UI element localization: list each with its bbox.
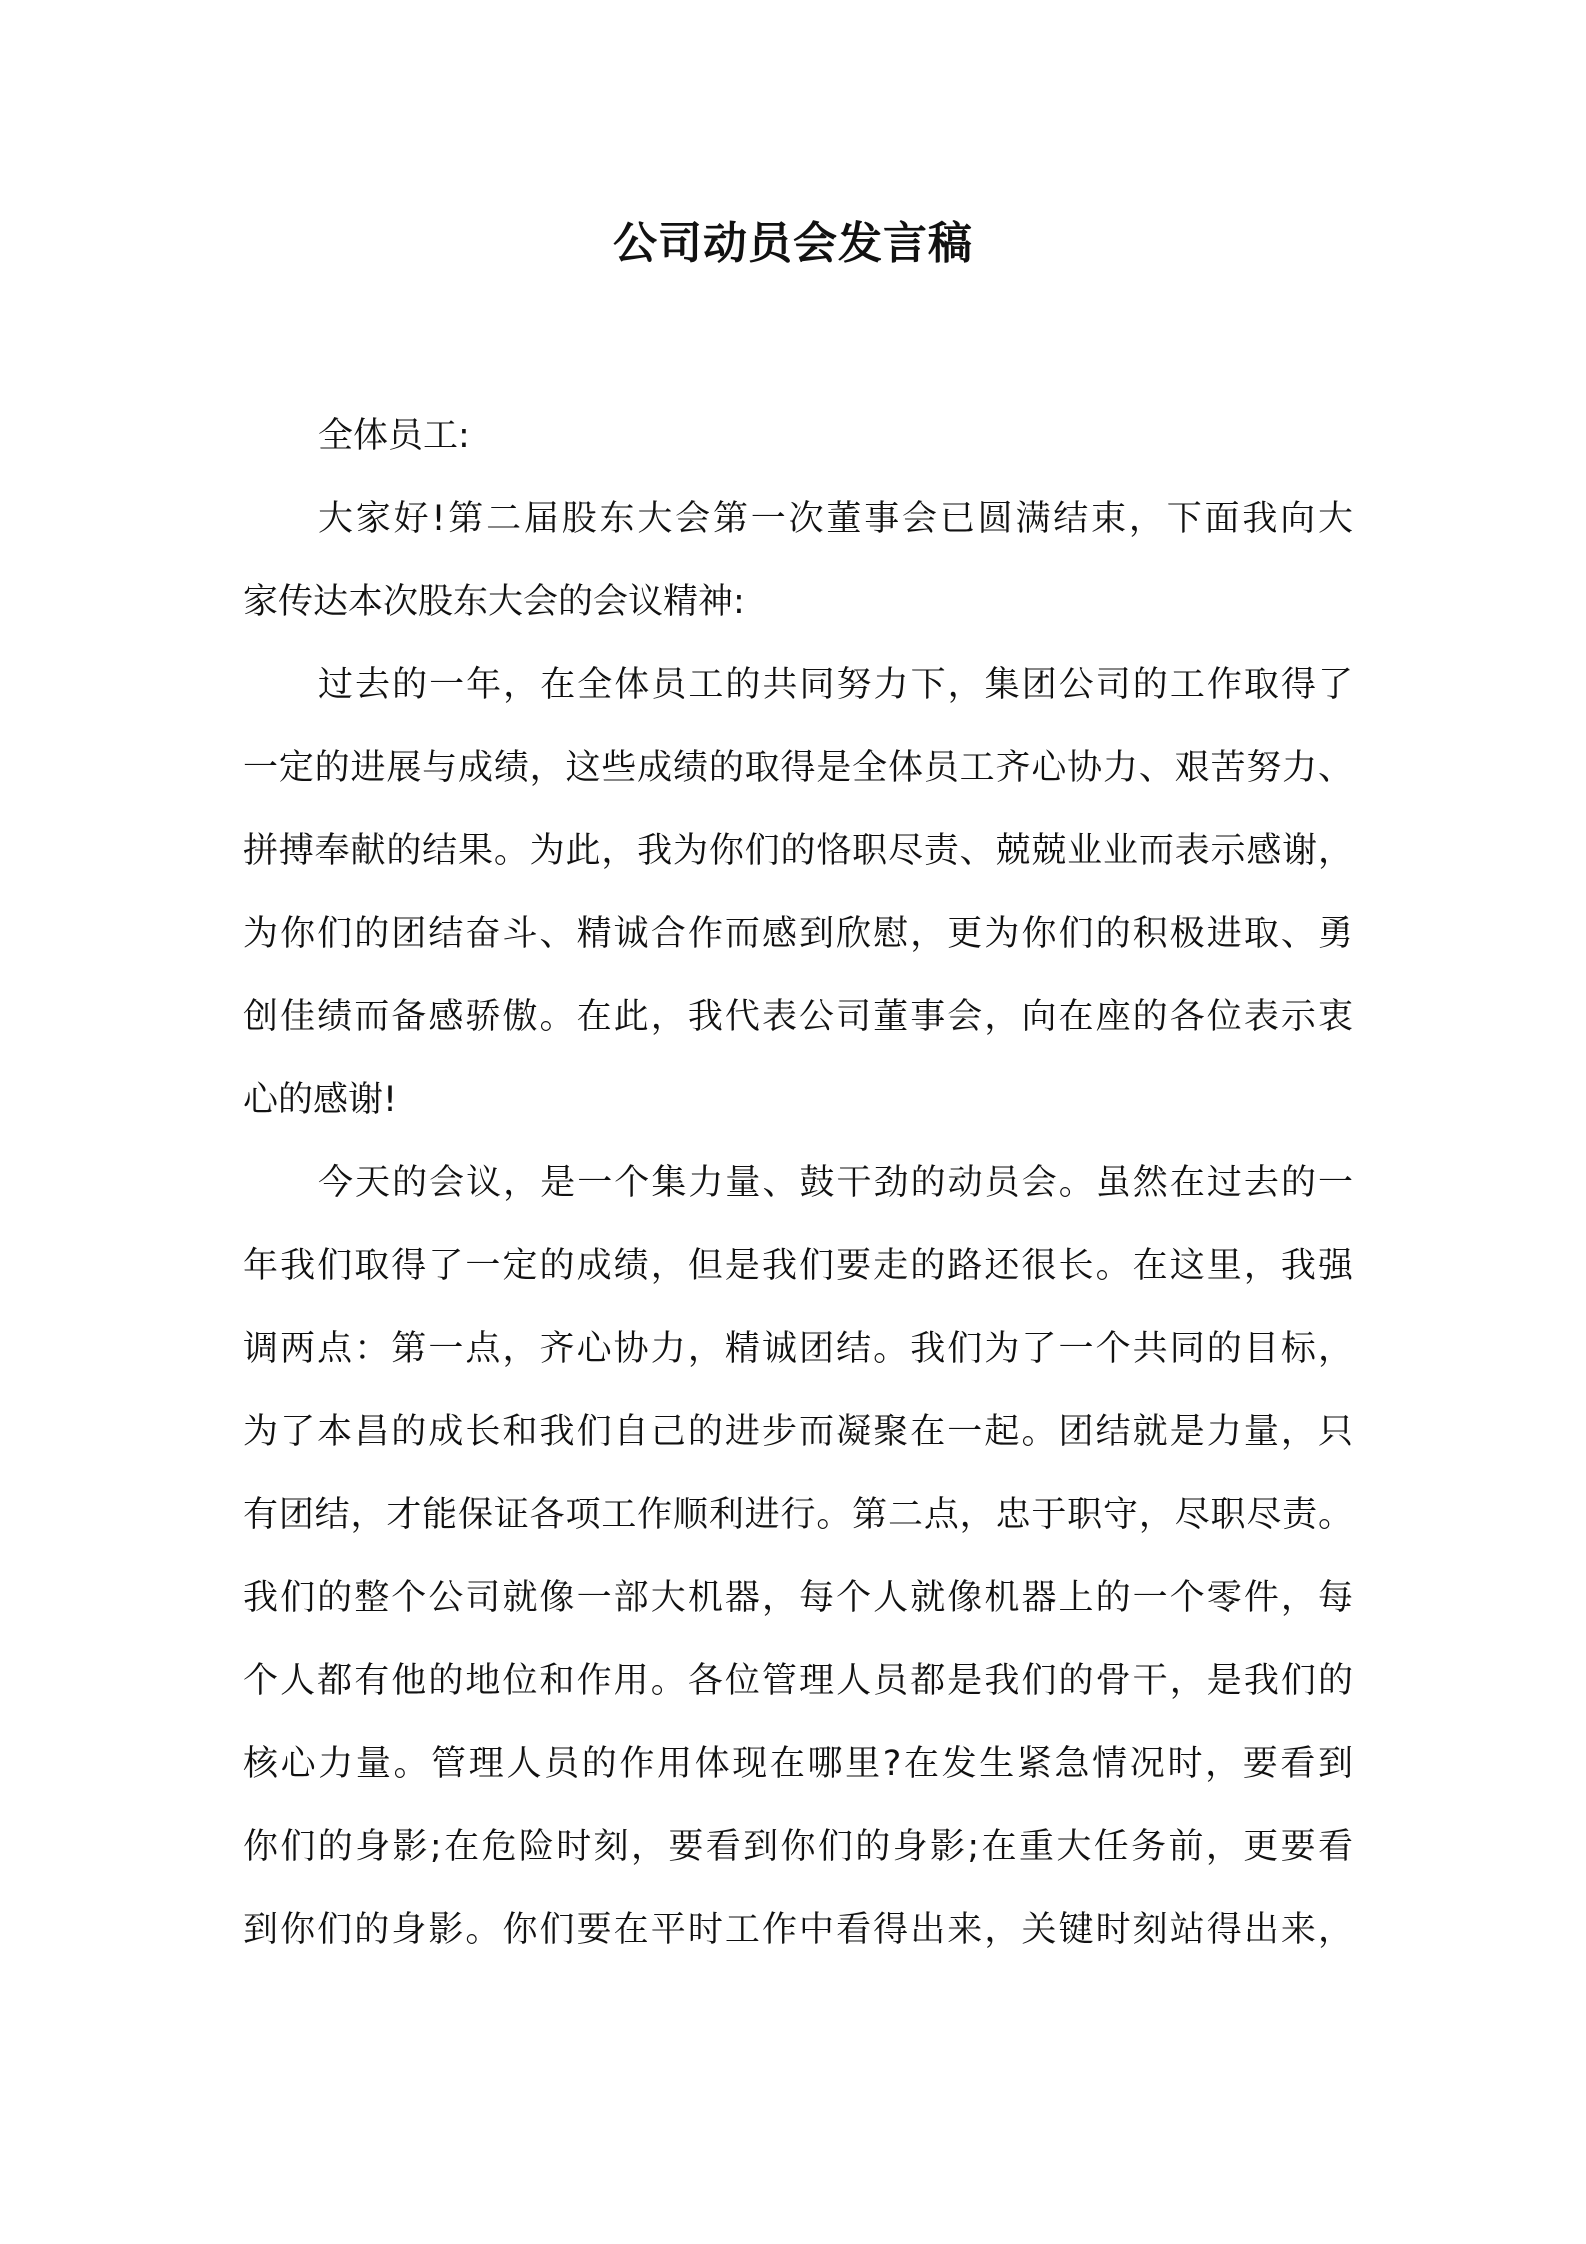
text-line: 为了本昌的成长和我们自己的进步而凝聚在一起。团结就是力量，只 xyxy=(243,1412,1353,1452)
paragraph-greeting xyxy=(243,478,1353,644)
text-line: 有团结，才能保证各项工作顺利进行。第二点，忠于职守，尽职尽责。 xyxy=(243,1495,1353,1535)
paragraph-mobilization xyxy=(243,1142,1353,1972)
text-line: 为你们的团结奋斗、精诚合作而感到欣慰，更为你们的积极进取、勇 xyxy=(243,914,1353,954)
salutation: 全体员工: xyxy=(318,416,470,456)
text-line: 心的感谢! xyxy=(243,1080,398,1120)
text-line: 家传达本次股东大会的会议精神: xyxy=(243,582,745,622)
text-line: 调两点：第一点，齐心协力，精诚团结。我们为了一个共同的目标， xyxy=(243,1329,1353,1369)
text-line: 大家好!第二届股东大会第一次董事会已圆满结束，下面我向大 xyxy=(318,499,1353,539)
text-line: 拼搏奉献的结果。为此，我为你们的恪职尽责、兢兢业业而表示感谢， xyxy=(243,831,1353,871)
text-line: 一定的进展与成绩，这些成绩的取得是全体员工齐心协力、艰苦努力、 xyxy=(243,748,1353,788)
text-line: 年我们取得了一定的成绩，但是我们要走的路还很长。在这里，我强 xyxy=(243,1246,1353,1286)
document-title: 公司动员会发言稿 xyxy=(613,218,973,269)
text-line: 个人都有他的地位和作用。各位管理人员都是我们的骨干，是我们的 xyxy=(243,1661,1353,1701)
text-line: 今天的会议，是一个集力量、鼓干劲的动员会。虽然在过去的一 xyxy=(318,1163,1353,1203)
text-line: 过去的一年，在全体员工的共同努力下，集团公司的工作取得了 xyxy=(318,665,1353,705)
text-line: 你们的身影;在危险时刻，要看到你们的身影;在重大任务前，更要看 xyxy=(243,1827,1353,1867)
text-line: 我们的整个公司就像一部大机器，每个人就像机器上的一个零件，每 xyxy=(243,1578,1353,1618)
text-line: 创佳绩而备感骄傲。在此，我代表公司董事会，向在座的各位表示衷 xyxy=(243,997,1353,1037)
document-body xyxy=(243,395,1353,1972)
text-line: 核心力量。管理人员的作用体现在哪里?在发生紧急情况时，要看到 xyxy=(243,1744,1353,1784)
paragraph-review xyxy=(243,644,1353,1142)
text-line: 到你们的身影。你们要在平时工作中看得出来，关键时刻站得出来， xyxy=(243,1910,1353,1950)
